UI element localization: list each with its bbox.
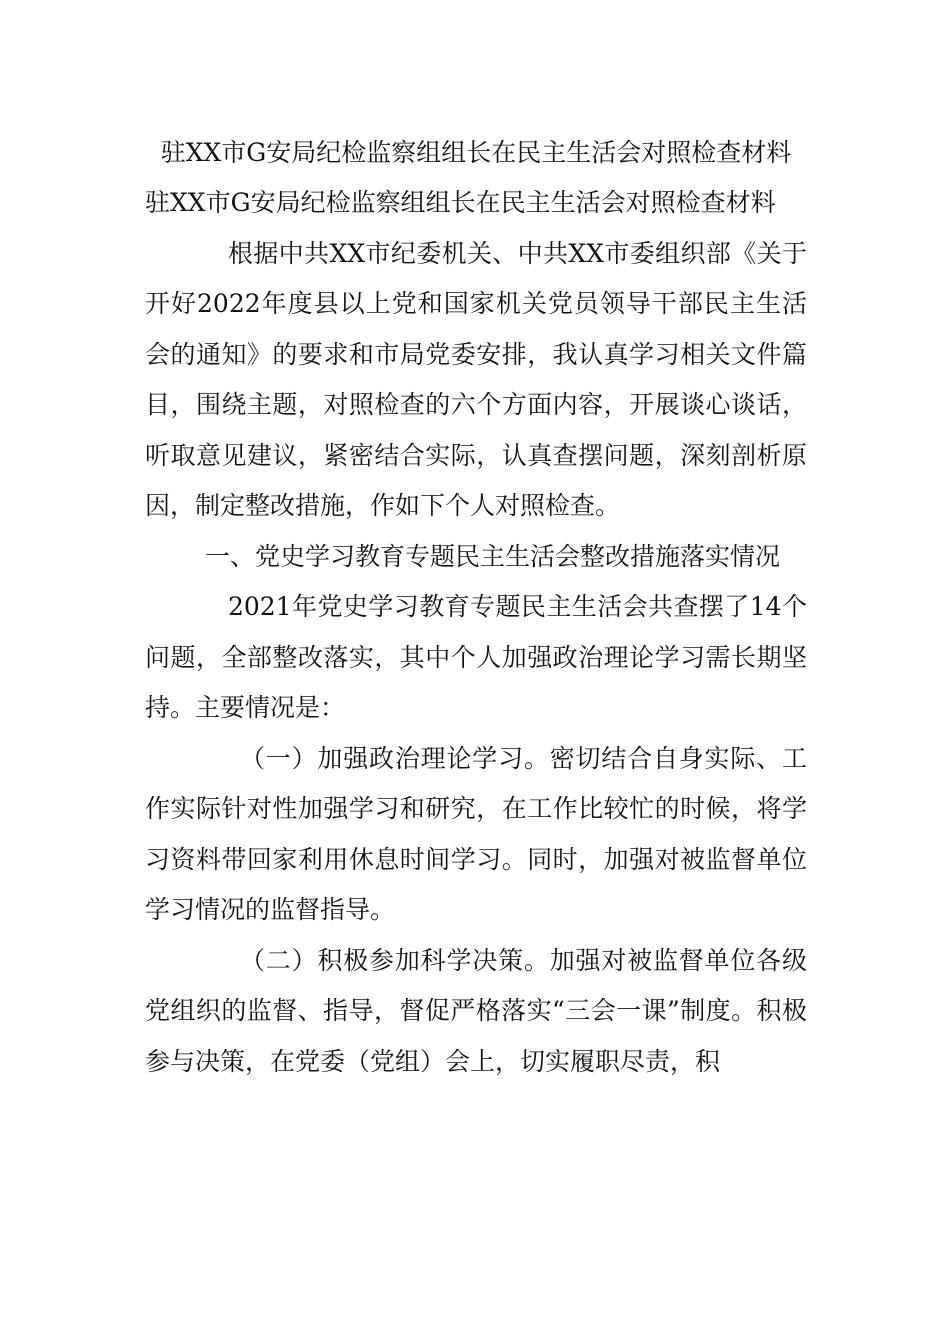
section-heading-1: 一、党史学习教育专题民主生活会整改措施落实情况 [205,541,781,571]
paragraph-summary: 2021年党史学习教育专题民主生活会共查摆了14个问题，全部整改落实，其中个人加强政治理论学习需长期坚持。主要情况是： [145,592,807,722]
paragraph-item-2: （二）积极参加科学决策。加强对被监督单位各级党组织的监督、指导，督促严格落实“三会一课”制度。积极参与决策，在党委（党组）会上，切实履职尽责，积 [145,945,807,1076]
paragraph-item-1: （一）加强政治理论学习。密切结合自身实际、工作实际针对性加强学习和研究，在工作比较忙的时候，将学习资料带回家利用休息时间学习。同时，加强对被监督单位学习情况的监督指导。 [145,743,807,924]
document-subtitle: 驻XX市G安局纪检监察组组长在民主生活会对照检查材料 [145,188,776,217]
document-title: 驻XX市G安局纪检监察组组长在民主生活会对照检查材料 [160,138,792,167]
document-page [145,128,807,1087]
paragraph-intro: 根据中共XX市纪委机关、中共XX市委组织部《关于开好2022年度县以上党和国家机关党员领导干部民主生活会的通知》的要求和市局党委安排，我认真学习相关文件篇目，围绕主题，对照检查的六个方面内容，开展谈心谈话，听取意见建议，紧密结合实际，认真查摆问题，深刻剖析原因，制定整改措施，作如下个人对照检查。 [145,238,807,520]
